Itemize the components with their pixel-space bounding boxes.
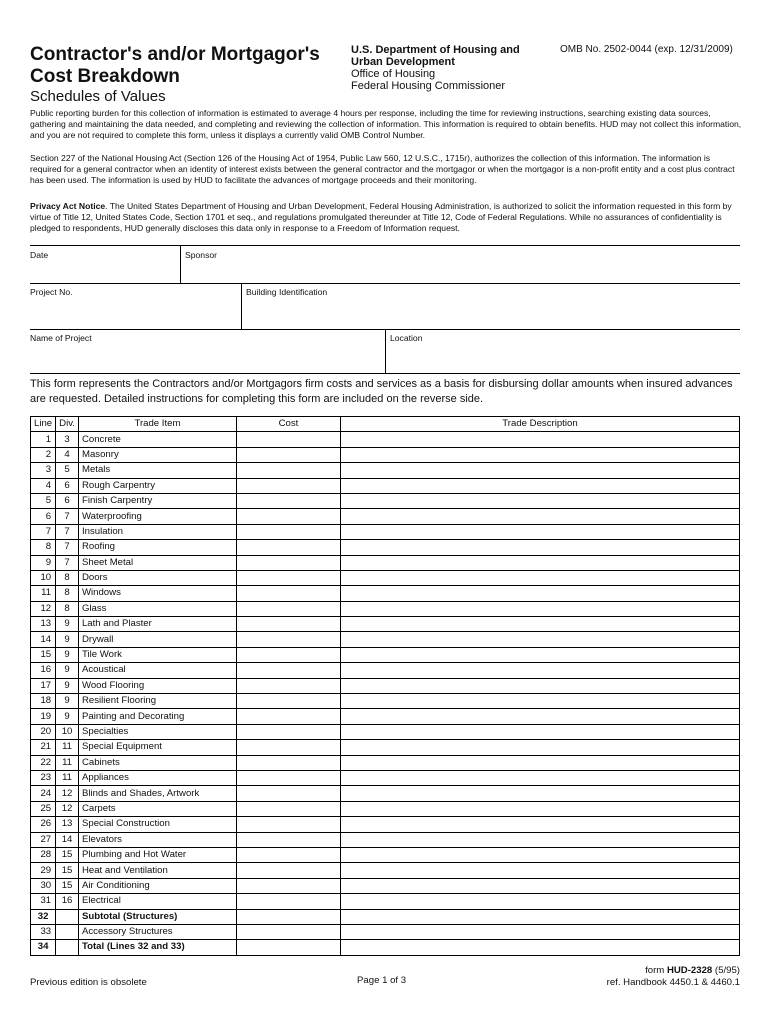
division-number: 7 [56,524,79,539]
trade-description-cell[interactable] [340,493,739,508]
table-row [31,540,740,555]
line-number: 5 [31,493,56,508]
trade-description-cell[interactable] [340,509,739,524]
line-number: 18 [31,694,56,709]
division-number: 9 [56,678,79,693]
trade-description-cell[interactable] [340,724,739,739]
form-date: (5/95) [712,965,740,976]
cost-cell[interactable] [236,940,340,955]
table-row [31,509,740,524]
cost-cell[interactable] [236,555,340,570]
table-row [31,570,740,585]
trade-item: Carpets [78,801,236,816]
cost-cell[interactable] [236,447,340,462]
trade-description-cell[interactable] [340,940,739,955]
project-no-label: Project No. [30,287,73,297]
table-row [31,647,740,662]
cost-cell[interactable] [236,493,340,508]
table-row [31,694,740,709]
line-number: 26 [31,817,56,832]
division-number: 15 [56,863,79,878]
division-number [56,924,79,939]
cost-cell[interactable] [236,524,340,539]
form-title [30,44,340,88]
trade-description-cell[interactable] [340,817,739,832]
cost-cell[interactable] [236,894,340,909]
table-row [31,493,740,508]
table-row [31,463,740,478]
trade-description-cell[interactable] [340,770,739,785]
division-number: 3 [56,432,79,447]
trade-description-cell[interactable] [340,863,739,878]
table-row [31,617,740,632]
cost-cell[interactable] [236,909,340,924]
division-number: 6 [56,493,79,508]
cost-cell[interactable] [236,878,340,893]
cost-cell[interactable] [236,647,340,662]
page-number: Page 1 of 3 [357,975,407,986]
table-row [31,678,740,693]
table-row [31,909,740,924]
division-number: 7 [56,540,79,555]
line-number: 19 [31,709,56,724]
table-row [31,524,740,539]
trade-item: Special Construction [78,817,236,832]
trade-item: Doors [78,570,236,585]
table-row [31,740,740,755]
line-number: 34 [31,940,56,955]
table-row [31,601,740,616]
division-number: 13 [56,817,79,832]
sponsor-field[interactable] [181,262,740,282]
omb-number: OMB No. 2502-0044 (exp. 12/31/2009) [560,44,733,55]
agency-name-line2: Urban Development [351,56,455,68]
line-number: 14 [31,632,56,647]
trade-item: Windows [78,586,236,601]
division-number: 16 [56,894,79,909]
division-number: 9 [56,632,79,647]
division-number: 11 [56,755,79,770]
trade-item: Masonry [78,447,236,462]
trade-description-cell[interactable] [340,909,739,924]
table-row [31,863,740,878]
burden-notice: Public reporting burden for this collection of information is estimated to average 4 hours per response, including the time for reviewing instructions, searching existing data sources, gathering and maintaining the data needed, and completing and reviewing the collection of information. This information is required to obtain benefits. HUD may not collect this information, and you are not required to complete this form, unless it displays a currently valid OMB Control Number. [30,108,742,141]
form-title-line2: Cost Breakdown [30,66,180,87]
cost-cell[interactable] [236,863,340,878]
trade-description-cell[interactable] [340,832,739,847]
trade-description-cell[interactable] [340,447,739,462]
table-row [31,847,740,862]
trade-description-cell[interactable] [340,924,739,939]
trade-description-cell[interactable] [340,463,739,478]
trade-item: Cabinets [78,755,236,770]
line-number: 13 [31,617,56,632]
trade-item: Glass [78,601,236,616]
trade-item: Special Equipment [78,740,236,755]
trade-item: Resilient Flooring [78,694,236,709]
trade-item: Accessory Structures [78,924,236,939]
col-header-cost: Cost [236,417,340,432]
line-number: 24 [31,786,56,801]
line-number: 30 [31,878,56,893]
cost-cell[interactable] [236,432,340,447]
location-field[interactable] [386,346,740,372]
col-header-trade-description: Trade Description [340,417,739,432]
line-number: 3 [31,463,56,478]
line-number: 11 [31,586,56,601]
cost-cell[interactable] [236,663,340,678]
office-line2: Federal Housing Commissioner [351,80,506,92]
line-number: 2 [31,447,56,462]
cost-cell[interactable] [236,586,340,601]
cost-cell[interactable] [236,509,340,524]
division-number: 9 [56,663,79,678]
division-number: 12 [56,801,79,816]
line-number: 4 [31,478,56,493]
col-header-line: Line [31,417,56,432]
table-row [31,447,740,462]
trade-description-cell[interactable] [340,786,739,801]
form-subtitle: Schedules of Values [30,88,166,105]
trade-description-cell[interactable] [340,432,739,447]
trade-description-cell[interactable] [340,678,739,693]
table-row [31,940,740,955]
form-number: HUD-2328 [666,965,713,976]
fields-bottom-rule [30,373,740,374]
cost-cell[interactable] [236,478,340,493]
trade-item: Heat and Ventilation [78,863,236,878]
cost-cell[interactable] [236,617,340,632]
division-number: 11 [56,740,79,755]
trade-description-cell[interactable] [340,617,739,632]
division-number: 12 [56,786,79,801]
trade-item: Elevators [78,832,236,847]
line-number: 15 [31,647,56,662]
table-row [31,478,740,493]
division-number: 5 [56,463,79,478]
trade-item: Drywall [78,632,236,647]
division-number: 6 [56,478,79,493]
section-227-notice: Section 227 of the National Housing Act (Section 126 of the Housing Act of 1954, Public Law 560, 12 U.S.C., 1715r), authorizes the collection of this information. The information is required for a general contractor when an identity of interest exists between the general contractor and the mortgagor or when the mortgagor is a non-profit entity and a cost plus contract has been used. The information is used by HUD to facilitate the advances of mortgage proceeds and their monitoring. [30,153,735,186]
trade-description-cell[interactable] [340,878,739,893]
trade-item: Specialties [78,724,236,739]
trade-item: Rough Carpentry [78,478,236,493]
cost-cell[interactable] [236,632,340,647]
cost-cell[interactable] [236,570,340,585]
trade-item: Sheet Metal [78,555,236,570]
cost-cell[interactable] [236,463,340,478]
trade-item: Concrete [78,432,236,447]
trade-item: Roofing [78,540,236,555]
table-row [31,432,740,447]
trade-item: Lath and Plaster [78,617,236,632]
line-number: 23 [31,770,56,785]
cost-cell[interactable] [236,801,340,816]
line-number: 17 [31,678,56,693]
trade-item: Total (Lines 32 and 33) [78,940,236,955]
cost-cell[interactable] [236,694,340,709]
division-number [56,909,79,924]
line-number: 6 [31,509,56,524]
cost-cell[interactable] [236,817,340,832]
line-number: 21 [31,740,56,755]
division-number: 7 [56,555,79,570]
table-row [31,832,740,847]
division-number: 8 [56,570,79,585]
cost-cell[interactable] [236,847,340,862]
project-no-field[interactable] [30,300,240,328]
trade-description-cell[interactable] [340,555,739,570]
table-row [31,878,740,893]
division-number: 15 [56,847,79,862]
table-row [31,709,740,724]
division-number: 15 [56,878,79,893]
cost-cell[interactable] [236,770,340,785]
table-row [31,555,740,570]
trade-description-cell[interactable] [340,524,739,539]
fields-top-rule [30,245,740,246]
line-number: 20 [31,724,56,739]
trade-description-cell[interactable] [340,478,739,493]
table-row [31,770,740,785]
trade-description-cell[interactable] [340,694,739,709]
form-title-line1: Contractor's and/or Mortgagor's [30,44,320,65]
cost-cell[interactable] [236,709,340,724]
fields-rule-2 [30,283,740,284]
table-row [31,632,740,647]
form-number-line [560,965,740,977]
division-number: 8 [56,601,79,616]
trade-description-cell[interactable] [340,570,739,585]
division-number: 10 [56,724,79,739]
line-number: 25 [31,801,56,816]
date-field[interactable] [30,262,180,282]
trade-item: Insulation [78,524,236,539]
trade-description-cell[interactable] [340,847,739,862]
trade-description-cell[interactable] [340,540,739,555]
line-number: 31 [31,894,56,909]
table-row [31,724,740,739]
line-number: 1 [31,432,56,447]
division-number: 8 [56,586,79,601]
cost-cell[interactable] [236,755,340,770]
trade-item: Waterproofing [78,509,236,524]
cost-cell[interactable] [236,832,340,847]
trade-item: Finish Carpentry [78,493,236,508]
trade-item: Painting and Decorating [78,709,236,724]
agency-block [351,44,541,92]
trade-description-cell[interactable] [340,647,739,662]
trade-description-cell[interactable] [340,894,739,909]
table-row [31,786,740,801]
line-number: 28 [31,847,56,862]
form-intro: This form represents the Contractors and/or Mortgagors firm costs and services as a basis for disbursing dollar amounts when insured advances are requested. Detailed instructions for completing this form are included on the reverse side. [30,378,733,405]
sponsor-label: Sponsor [185,250,218,260]
trade-item: Wood Flooring [78,678,236,693]
line-number: 12 [31,601,56,616]
handbook-reference: ref. Handbook 4450.1 & 4460.1 [606,977,740,988]
division-number: 7 [56,509,79,524]
cost-cell[interactable] [236,786,340,801]
project-name-field[interactable] [30,346,384,372]
trade-description-cell[interactable] [340,663,739,678]
privacy-act-label: Privacy Act Notice [30,201,106,211]
trade-item: Acoustical [78,663,236,678]
cost-cell[interactable] [236,540,340,555]
trade-item: Blinds and Shades, Artwork [78,786,236,801]
trade-items-table [30,416,740,956]
building-id-label: Building Identification [246,287,328,297]
col-header-div: Div. [56,417,79,432]
table-row [31,817,740,832]
division-number: 9 [56,694,79,709]
line-number: 27 [31,832,56,847]
line-number: 7 [31,524,56,539]
trade-item: Electrical [78,894,236,909]
line-number: 10 [31,570,56,585]
cost-cell[interactable] [236,601,340,616]
location-label: Location [390,333,423,343]
line-number: 16 [31,663,56,678]
line-number: 33 [31,924,56,939]
col-header-trade-item: Trade Item [78,417,236,432]
form-prefix: form [645,965,667,976]
agency-name-line1: U.S. Department of Housing and [351,44,520,56]
project-name-label: Name of Project [30,333,92,343]
trade-description-cell[interactable] [340,740,739,755]
table-row [31,801,740,816]
office-line1: Office of Housing [351,68,436,80]
date-label: Date [30,250,49,260]
division-number [56,940,79,955]
trade-item: Tile Work [78,647,236,662]
line-number: 8 [31,540,56,555]
division-number: 4 [56,447,79,462]
cost-cell[interactable] [236,924,340,939]
table-row [31,755,740,770]
privacy-act-notice [30,201,742,235]
privacy-act-text: . The United States Department of Housing and Urban Development, Federal Housing Administration, is authorized to solicit the information requested in this form by virtue of Title 12, United States Code, Section 1701 et seq., and regulations promulgated thereunder at Title 12, Code of Federal Regulations. While no assurances of confidentiality is pledged to respondents, HUD generally discloses this data only in response to a Freedom of Information request. [30,201,732,234]
table-row [31,894,740,909]
cost-cell[interactable] [236,678,340,693]
line-number: 9 [31,555,56,570]
trade-description-cell[interactable] [340,709,739,724]
trade-item: Metals [78,463,236,478]
line-number: 22 [31,755,56,770]
trade-description-cell[interactable] [340,755,739,770]
trade-item: Plumbing and Hot Water [78,847,236,862]
form-reference [560,965,740,989]
trade-description-cell[interactable] [340,601,739,616]
line-number: 29 [31,863,56,878]
trade-description-cell[interactable] [340,586,739,601]
division-number: 9 [56,617,79,632]
obsolete-note: Previous edition is obsolete [30,977,147,988]
division-number: 9 [56,647,79,662]
trade-item: Subtotal (Structures) [78,909,236,924]
division-number: 9 [56,709,79,724]
trade-item: Appliances [78,770,236,785]
division-number: 14 [56,832,79,847]
cost-cell[interactable] [236,740,340,755]
division-number: 11 [56,770,79,785]
cost-cell[interactable] [236,724,340,739]
line-number: 32 [31,909,56,924]
trade-item: Air Conditioning [78,878,236,893]
building-id-field[interactable] [242,300,740,328]
trade-description-cell[interactable] [340,801,739,816]
table-row [31,586,740,601]
table-header-row [31,417,740,432]
table-row [31,663,740,678]
table-row [31,924,740,939]
trade-description-cell[interactable] [340,632,739,647]
